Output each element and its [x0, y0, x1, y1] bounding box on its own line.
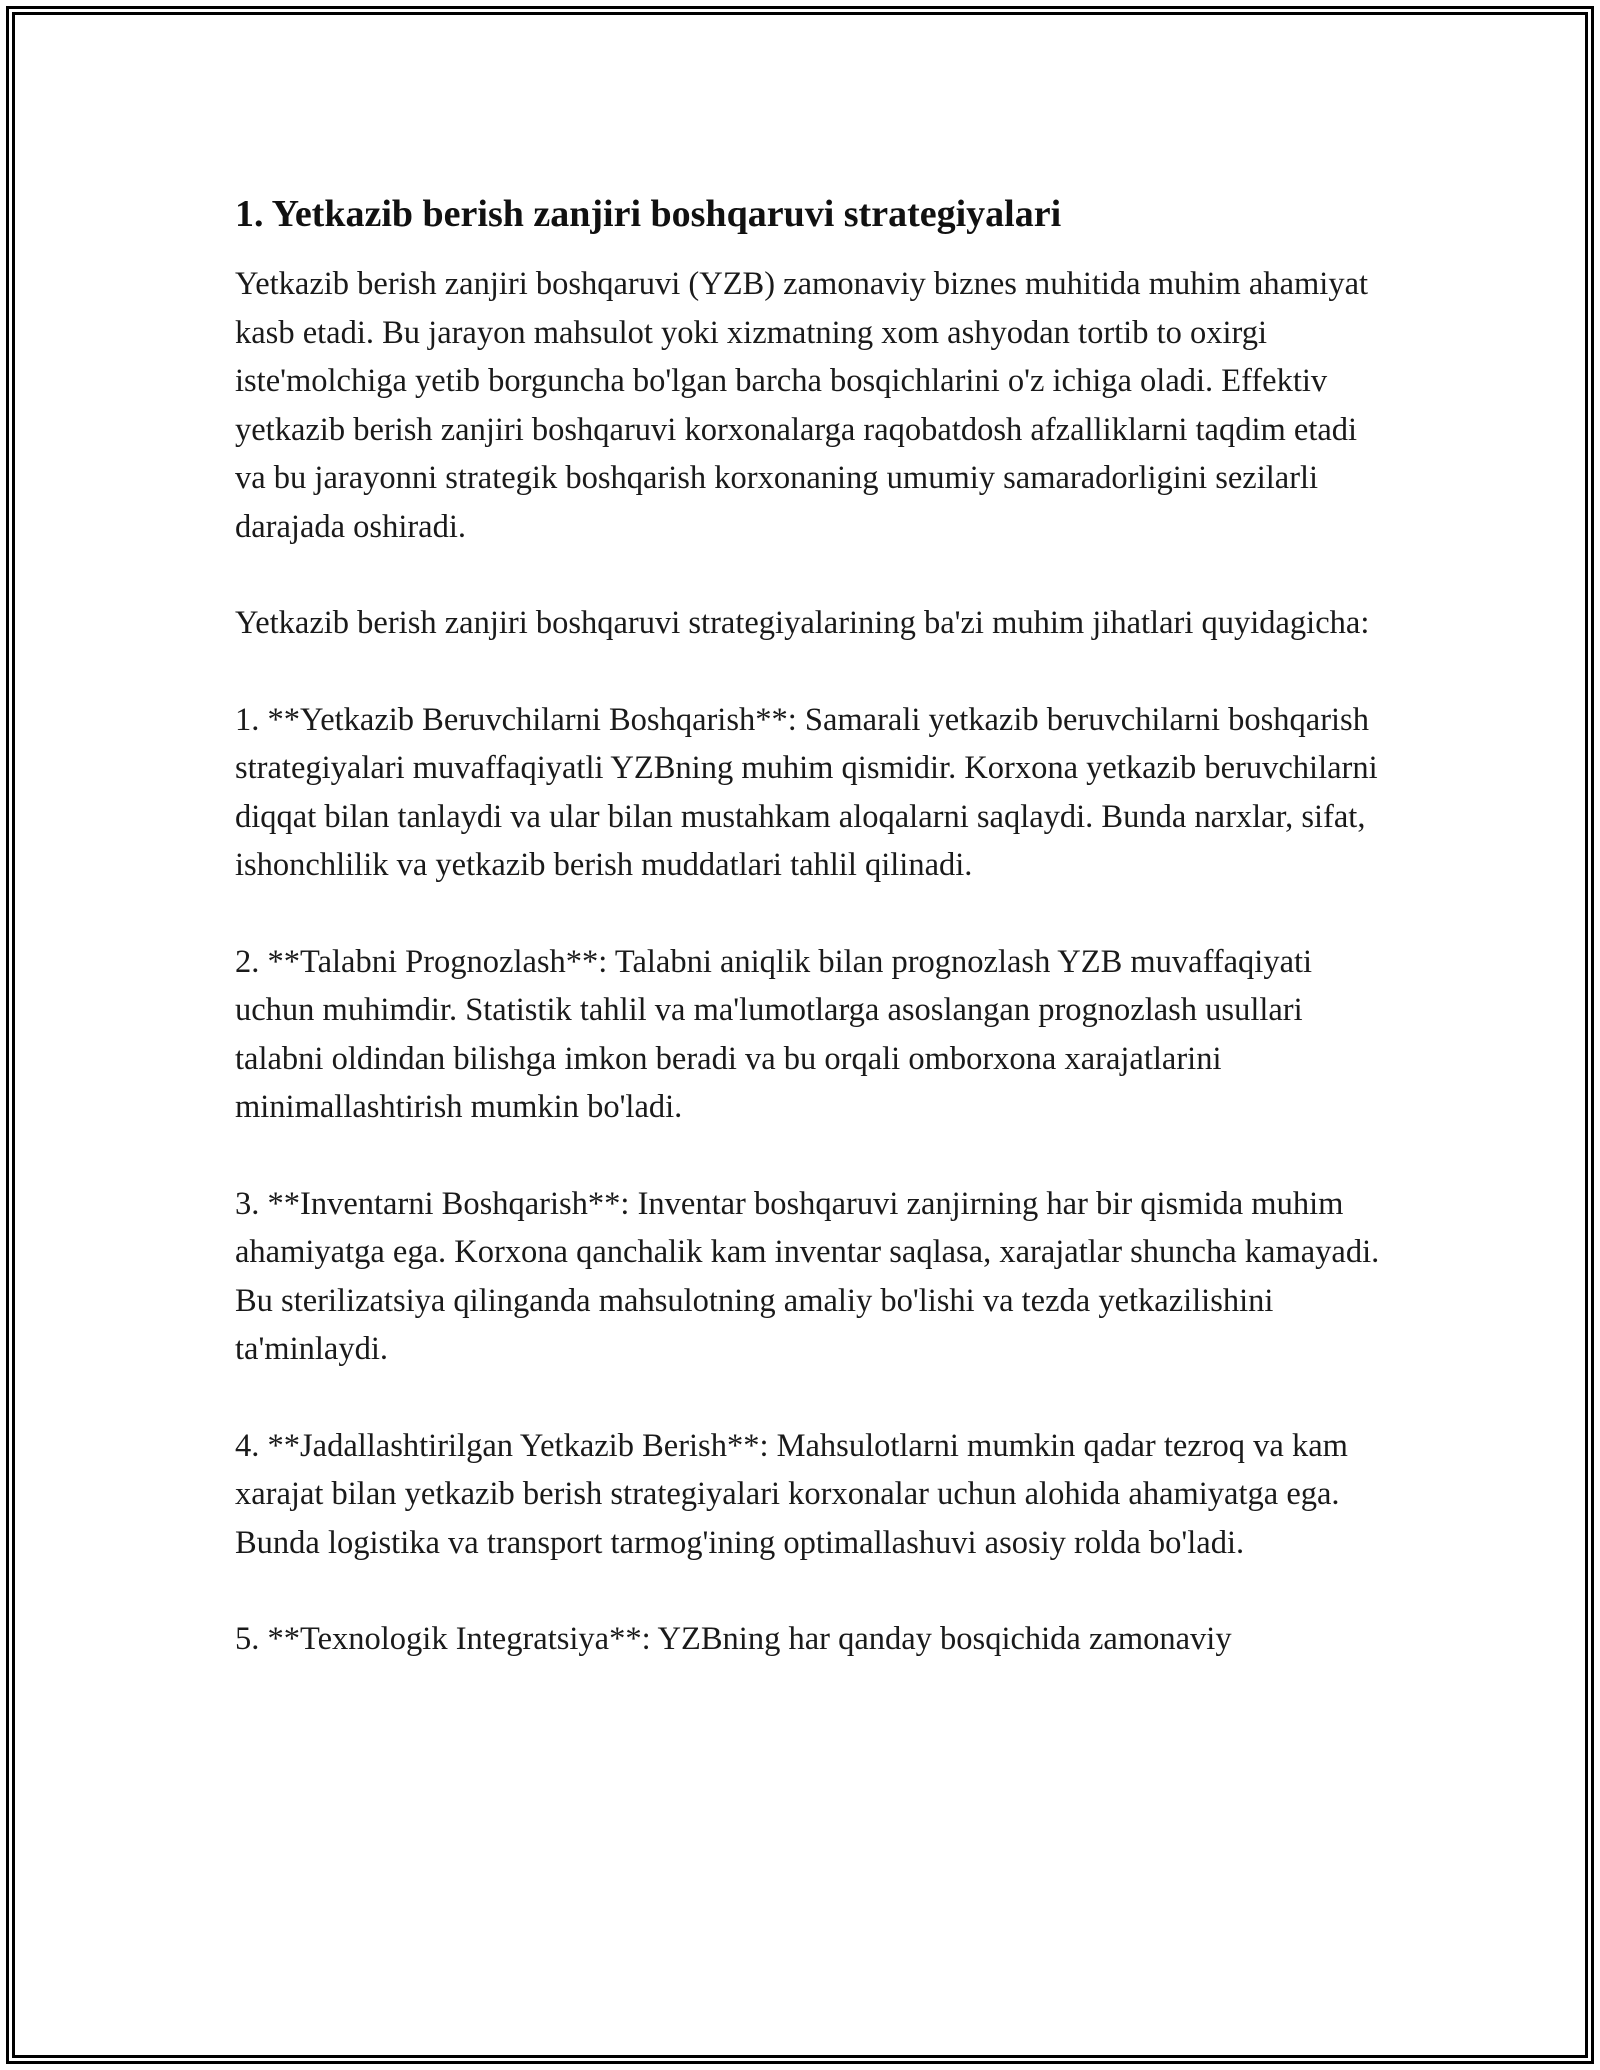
paragraph-aspects-lead: Yetkazib berish zanjiri boshqaruvi strategiyalarining ba'zi muhim jihatlari quyidagicha: — [235, 605, 1370, 641]
document-page — [235, 186, 1395, 1712]
list-item-expedited-delivery: 4. **Jadallashtirilgan Yetkazib Berish**: Mahsulotlarni mumkin qadar tezroq va kam xarajat bilan yetkazib berish strategiyalari korxonalar uchun alohida ahamiyatga ega. Bunda logistika va transport tarmog'ining optimallashuvi asosiy rolda bo'ladi. — [235, 1427, 1348, 1561]
list-item-supplier-management: 1. **Yetkazib Beruvchilarni Boshqarish**: Samarali yetkazib beruvchilarni boshqarish strategiyalari muvaffaqiyatli YZBning muhim qismidir. Korxona yetkazib beruvchilarni diqqat bilan tanlaydi va ular bilan mustahkam aloqalarni saqlaydi. Bunda narxlar, sifat, ishonchlilik va yetkazib berish muddatlari tahlil qilinadi. — [235, 701, 1378, 883]
list-item-technology-integration: 5. **Texnologik Integratsiya**: YZBning har qanday bosqichida zamonaviy — [235, 1621, 1232, 1657]
paragraph-intro: Yetkazib berish zanjiri boshqaruvi (YZB) zamonaviy biznes muhitida muhim ahamiyat kasb etadi. Bu jarayon mahsulot yoki xizmatning xom ashyodan tortib to oxirgi iste'molchiga yetib borguncha bo'lgan barcha bosqichlarini o'z ichiga oladi. Effektiv yetkazib berish zanjiri boshqaruvi korxonalarga raqobatdosh afzalliklarni taqdim etadi va bu jarayonni strategik boshqarish korxonaning umumiy samaradorligini sezilarli darajada oshiradi. — [235, 266, 1369, 545]
document-title: 1. Yetkazib berish zanjiri boshqaruvi strategiyalari — [235, 193, 1062, 235]
list-item-demand-forecasting: 2. **Talabni Prognozlash**: Talabni aniqlik bilan prognozlash YZB muvaffaqiyati uchun muhimdir. Statistik tahlil va ma'lumotlarga asoslangan prognozlash usullari talabni oldindan bilishga imkon beradi va bu orqali omborxona xarajatlarini minimallashtirish mumkin bo'ladi. — [235, 943, 1313, 1125]
list-item-inventory-management: 3. **Inventarni Boshqarish**: Inventar boshqaruvi zanjirning har bir qismida muhim ahamiyatga ega. Korxona qanchalik kam inventar saqlasa, xarajatlar shuncha kamayadi. Bu sterilizatsiya qilinganda mahsulotning amaliy bo'lishi va tezda yetkazilishini ta'minlaydi. — [235, 1185, 1380, 1367]
